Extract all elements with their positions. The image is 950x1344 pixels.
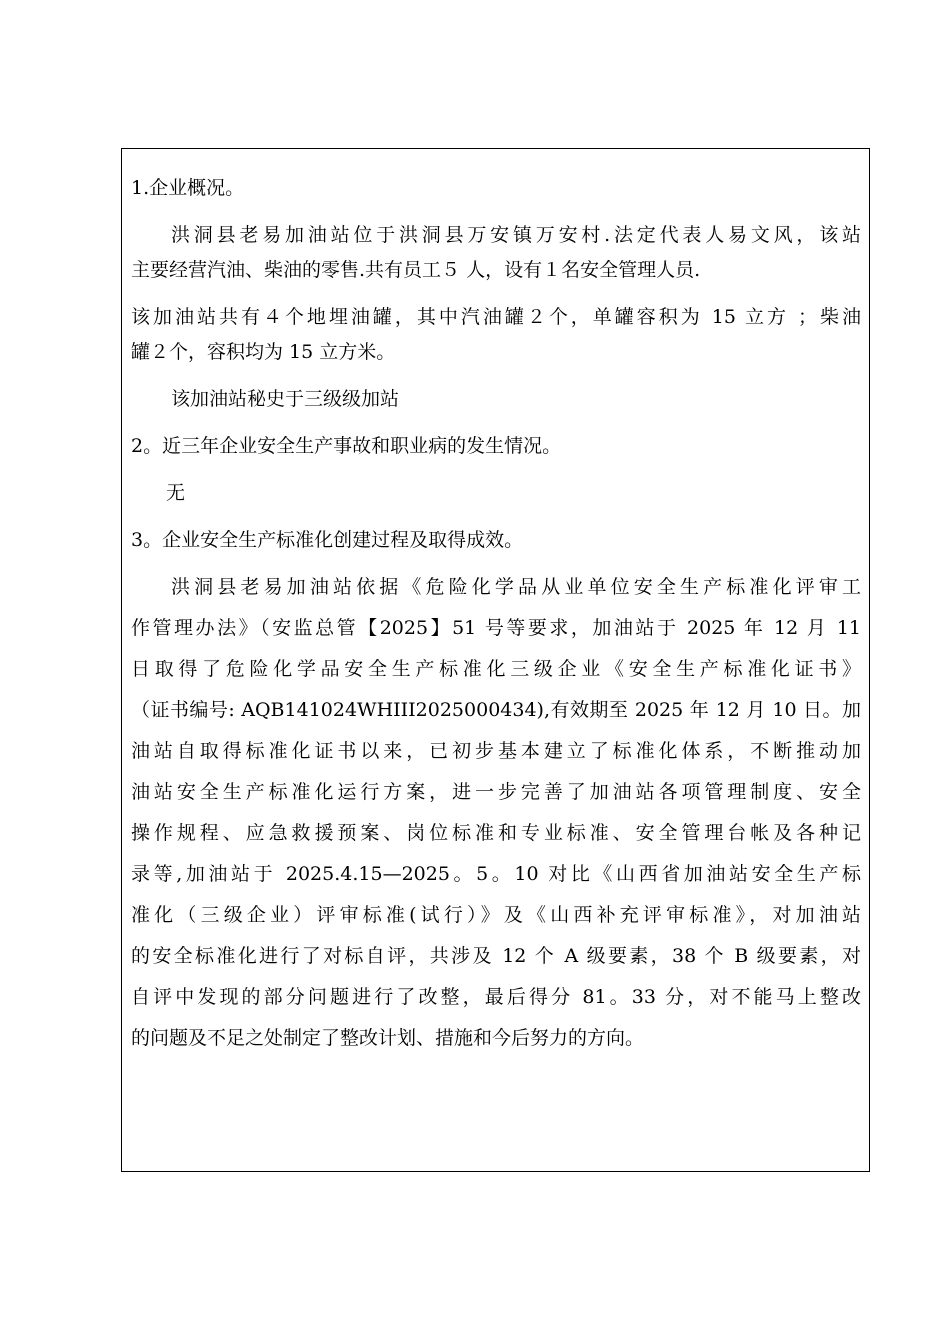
paragraph-line: 洪洞县老易加油站位于洪洞县万安镇万安村.法定代表人易文风，该站: [171, 224, 861, 246]
paragraph-line: （证书编号: AQB141024WHIII2025000434),有效期至 2025 年 12 月 10 日。加: [131, 699, 861, 721]
paragraph-line: 该加油站共有４个地埋油罐，其中汽油罐２个，单罐容积为 15 立方 ；柴油: [131, 306, 861, 328]
paragraph-line: 油站安全生产标准化运行方案，进一步完善了加油站各项管理制度、安全: [131, 781, 861, 803]
paragraph-line: 作管理办法》（安监总管【2025】51 号等要求，加油站于 2025 年 12 月 11: [131, 617, 861, 639]
paragraph-line: 准化（三级企业）评审标准(试行）》及《山西补充评审标准》，对加油站: [131, 904, 861, 926]
paragraph-line: 该加油站秘史于三级级加站: [171, 388, 400, 410]
paragraph-line: 罐２个，容积均为 15 立方米。: [131, 341, 396, 363]
paragraph-line: 录等,加油站于 2025.4.15—2025。5。10 对比《山西省加油站安全生产标: [131, 863, 861, 885]
section-heading-2: 2。近三年企业安全生产事故和职业病的发生情况。: [131, 435, 562, 457]
document-frame: [121, 148, 870, 1172]
paragraph-line: 主要经营汽油、柴油的零售.共有员工５ 人，设有１名安全管理人员.: [131, 259, 701, 281]
section-heading-3: 3。企业安全生产标准化创建过程及取得成效。: [131, 529, 524, 551]
paragraph-line: 无: [166, 482, 186, 504]
section-heading-1: 1.企业概况。: [131, 177, 245, 199]
paragraph-line: 油站自取得标准化证书以来，已初步基本建立了标准化体系，不断推动加: [131, 740, 861, 762]
paragraph-line: 的问题及不足之处制定了整改计划、措施和今后努力的方向。: [131, 1027, 645, 1049]
document-body: [131, 171, 861, 1056]
paragraph-line: 的安全标准化进行了对标自评，共涉及 12 个 A 级要素，38 个 B 级要素，对: [131, 945, 861, 967]
paragraph-line: 洪洞县老易加油站依据《危险化学品从业单位安全生产标准化评审工: [171, 576, 861, 598]
paragraph-line: 自评中发现的部分问题进行了改整，最后得分 81。33 分，对不能马上整改: [131, 986, 861, 1008]
paragraph-line: 日取得了危险化学品安全生产标准化三级企业《安全生产标准化证书》: [131, 658, 861, 680]
paragraph-line: 操作规程、应急救援预案、岗位标准和专业标准、安全管理台帐及各种记: [131, 822, 861, 844]
